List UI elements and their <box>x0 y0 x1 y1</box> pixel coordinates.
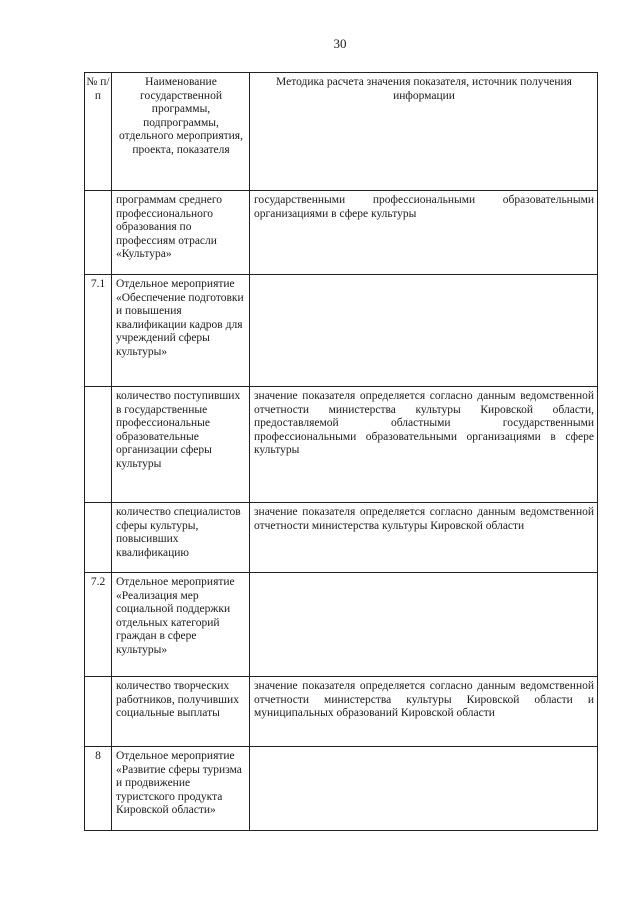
row-name: Отдельное мероприятие «Обеспечение подготовки и повышения квалификации кадров для учреждений сферы культуры» <box>112 275 250 387</box>
row-number: 7.2 <box>85 573 112 677</box>
row-name: количество специалистов сферы культуры, повысивших квалификацию <box>112 503 250 573</box>
row-method: значение показателя определяется согласно данным ведомственной отчетности министерства культуры Кировской области <box>250 503 598 573</box>
table-row <box>85 677 598 747</box>
row-method <box>250 275 598 387</box>
row-method <box>250 747 598 831</box>
row-number: 7.1 <box>85 275 112 387</box>
row-method: значение показателя определяется согласно данным ведомственной отчетности министерства культуры Кировской области и муниципальных образований Кировской области <box>250 677 598 747</box>
header-method: Методика расчета значения показателя, источник получения информации <box>250 73 598 191</box>
row-number <box>85 191 112 275</box>
row-name: количество поступивших в государственные профессиональные образовательные организации сферы культуры <box>112 387 250 503</box>
table-header-row <box>85 73 598 191</box>
row-method <box>250 573 598 677</box>
row-name: Отдельное мероприятие «Реализация мер социальной поддержки отдельных категорий граждан в сфере культуры» <box>112 573 250 677</box>
table-row <box>85 191 598 275</box>
row-method: значение показателя определяется согласно данным ведомственной отчетности министерства культуры Кировской области, предоставляемой областными государственными профессиональными образовательными организациями в сфере культуры <box>250 387 598 503</box>
table-row <box>85 387 598 503</box>
row-name: программам среднего профессионального образования по профессиям отрасли «Культура» <box>112 191 250 275</box>
row-name: Отдельное мероприятие «Развитие сферы туризма и продвижение туристского продукта Кировской области» <box>112 747 250 831</box>
table-row <box>85 573 598 677</box>
header-number: № п/п <box>85 73 112 191</box>
row-method: государственными профессиональными образовательными организациями в сфере культуры <box>250 191 598 275</box>
table-row <box>85 275 598 387</box>
row-number <box>85 503 112 573</box>
page-number: 30 <box>333 36 347 51</box>
indicator-methodology-table <box>84 72 598 831</box>
row-number <box>85 387 112 503</box>
row-name: количество творческих работников, получивших социальные выплаты <box>112 677 250 747</box>
table-row <box>85 747 598 831</box>
table-row <box>85 503 598 573</box>
row-number <box>85 677 112 747</box>
row-number: 8 <box>85 747 112 831</box>
header-name: Наименование государственной программы, подпрограммы, отдельного мероприятия, проекта, показателя <box>112 73 250 191</box>
